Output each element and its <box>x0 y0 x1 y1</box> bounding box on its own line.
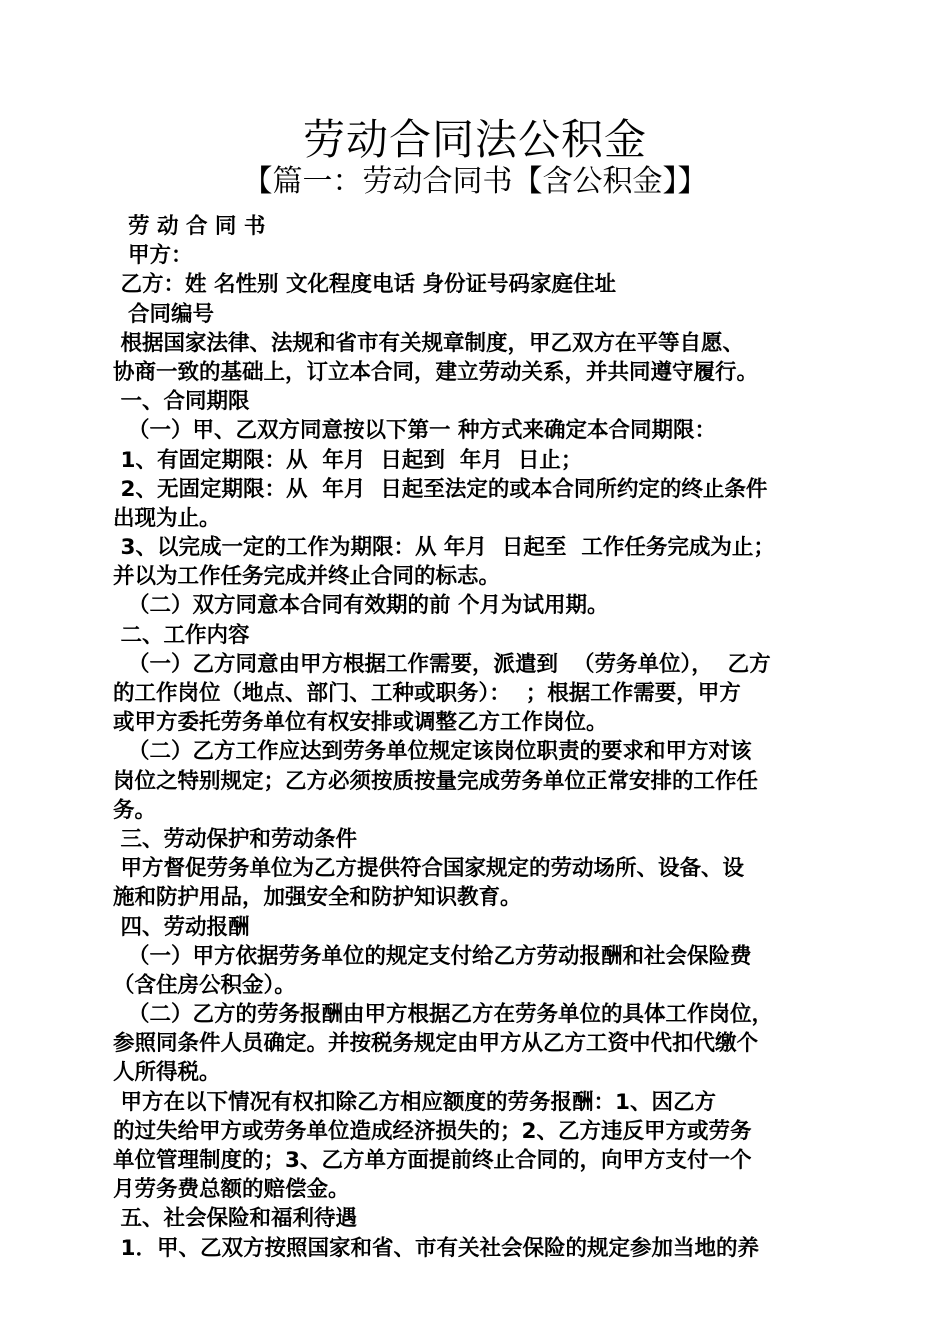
contract-text-line: 三、劳动保护和劳动条件 <box>113 826 357 852</box>
contract-text-line: 并以为工作任务完成并终止合同的标志。 <box>113 564 501 590</box>
contract-body <box>113 212 835 1263</box>
contract-text-line: 合同编号 <box>113 301 214 327</box>
contract-text-line: 2、无固定期限：从 年月 日起至法定的或本合同所约定的终止条件 <box>113 476 768 502</box>
contract-text-line: 乙方：姓 名性别 文化程度电话 身份证号码家庭住址 <box>113 272 616 298</box>
contract-text-line: 四、劳动报酬 <box>113 914 250 940</box>
contract-text-line: 劳 动 合 同 书 <box>113 214 266 239</box>
contract-text-line: （一）乙方同意由甲方根据工作需要，派遣到 （劳务单位）， 乙方 <box>113 651 771 677</box>
contract-text-line: （一）甲、乙双方同意按以下第一 种方式来确定本合同期限： <box>113 418 716 444</box>
contract-text-line: 甲方督促劳务单位为乙方提供符合国家规定的劳动场所、设备、设 <box>113 856 744 882</box>
contract-text-line: 的工作岗位（地点、部门、工种或职务）： ；根据工作需要，甲方 <box>113 681 741 706</box>
document-title: 劳动合同法公积金 <box>302 115 647 164</box>
contract-text-line: 二、工作内容 <box>113 622 250 648</box>
contract-text-line: 出现为止。 <box>113 505 221 531</box>
document-subtitle: 【篇一：劳动合同书【含公积金】】 <box>242 164 708 199</box>
contract-text-line: 根据国家法律、法规和省市有关规章制度，甲乙双方在平等自愿、 <box>113 330 744 356</box>
contract-text-line: 参照同条件人员确定。并按税务规定由甲方从乙方工资中代扣代缴个 <box>113 1031 759 1057</box>
contract-text-line: 1．甲、乙双方按照国家和省、市有关社会保险的规定参加当地的养 <box>113 1235 759 1261</box>
contract-text-line: 人所得税。 <box>113 1060 221 1086</box>
contract-text-line: 甲方： <box>113 243 193 269</box>
contract-text-line: 务。 <box>113 797 157 823</box>
contract-text-line: 五、社会保险和福利待遇 <box>113 1206 357 1232</box>
contract-text-line: 3、以完成一定的工作为期限：从 年月 日起至 工作任务完成为止； <box>113 535 775 561</box>
contract-text-line: 岗位之特别规定；乙方必须按质按量完成劳务单位正常安排的工作任 <box>113 768 759 794</box>
contract-text-line: （二）乙方的劳务报酬由甲方根据乙方在劳务单位的具体工作岗位， <box>113 1002 773 1028</box>
contract-text-line: （含住房公积金）。 <box>113 972 296 998</box>
contract-text-line: 施和防护用品，加强安全和防护知识教育。 <box>113 885 522 911</box>
contract-text-line: 协商一致的基础上，订立本合同，建立劳动关系，并共同遵守履行。 <box>113 359 759 385</box>
contract-text-line: 单位管理制度的；3、乙方单方面提前终止合同的，向甲方支付一个 <box>113 1148 752 1173</box>
contract-text-line: （一）甲方依据劳务单位的规定支付给乙方劳动报酬和社会保险费 <box>113 943 752 969</box>
contract-text-line: 或甲方委托劳务单位有权安排或调整乙方工作岗位。 <box>113 710 608 736</box>
contract-text-line: 1、有固定期限：从 年月 日起到 年月 日止； <box>113 447 583 473</box>
contract-text-line: （二）乙方工作应达到劳务单位规定该岗位职责的要求和甲方对该 <box>113 739 752 765</box>
contract-text-line: 的过失给甲方或劳务单位造成经济损失的；2、乙方违反甲方或劳务 <box>113 1118 752 1144</box>
contract-text-line: 月劳务费总额的赔偿金。 <box>113 1177 350 1203</box>
contract-text-line: 一、合同期限 <box>113 389 250 415</box>
contract-text-line: （二）双方同意本合同有效期的前 个月为试用期。 <box>113 593 609 619</box>
contract-text-line: 甲方在以下情况有权扣除乙方相应额度的劳务报酬：1、因乙方 <box>113 1089 716 1115</box>
